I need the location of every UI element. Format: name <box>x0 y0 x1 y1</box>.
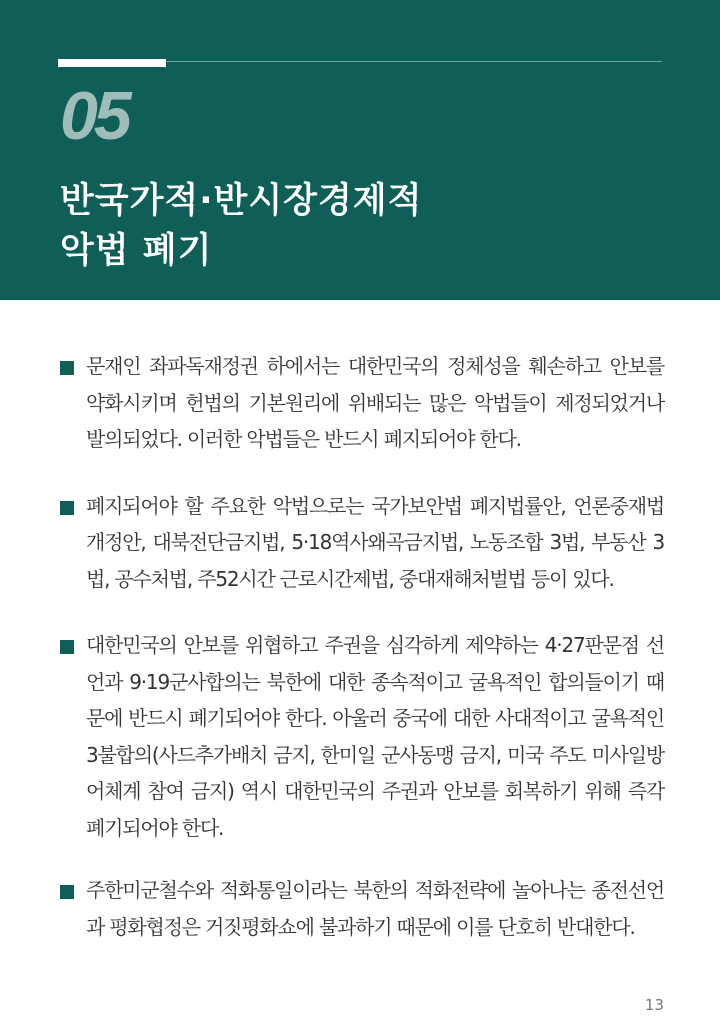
list-item <box>60 348 664 458</box>
chapter-header <box>0 0 720 300</box>
square-bullet-icon <box>60 885 74 899</box>
list-item <box>60 872 664 945</box>
chapter-title-line2: 악법 폐기 <box>60 231 213 271</box>
chapter-title-line1: 반국가적·반시장경제적 <box>60 181 423 221</box>
list-item <box>60 627 664 846</box>
chapter-number: 05 <box>60 78 128 154</box>
square-bullet-icon <box>60 501 74 515</box>
list-item-text: 문재인 좌파독재정권 하에서는 대한민국의 정체성을 훼손하고 안보를 약화시키며 헌법의 기본원리에 위배되는 많은 악법들이 제정되었거나 발의되었다. 이러한 악법들은 반드시 폐지되어야 한다. <box>86 354 664 451</box>
square-bullet-icon <box>60 361 74 375</box>
list-item <box>60 488 664 598</box>
list-item-text: 주한미군철수와 적화통일이라는 북한의 적화전략에 놀아나는 종전선언과 평화협정은 거짓평화쇼에 불과하기 때문에 이를 단호히 반대한다. <box>86 878 664 939</box>
header-accent-bar <box>58 59 166 67</box>
chapter-title <box>60 176 680 276</box>
body-content <box>60 348 664 945</box>
list-item-text: 폐지되어야 할 주요한 악법으로는 국가보안법 폐지법률안, 언론중재법 개정안, 대북전단금지법, 5·18역사왜곡금지법, 노동조합 3법, 부동산 3법, 공수처법, 주52시간 근로시간제법, 중대재해처벌법 등이 있다. <box>86 493 664 591</box>
list-item-text: 대한민국의 안보를 위협하고 주권을 심각하게 제약하는 4·27판문점 선언과 9·19군사합의는 북한에 대한 종속적이고 굴욕적인 합의들이기 때문에 반드시 폐기되어야 한다. 아울러 중국에 대한 사대적이고 굴욕적인 3불합의(사드추가배치 금지, 한미일 군사동맹 금지, 미국 주도 미사일방어체계 참여 금지) 역시 대한민국의 주권과 안보를 회복하기 위해 즉각 폐기되어야 한다. <box>86 633 664 840</box>
page-number: 13 <box>644 996 664 1014</box>
square-bullet-icon <box>60 640 74 654</box>
